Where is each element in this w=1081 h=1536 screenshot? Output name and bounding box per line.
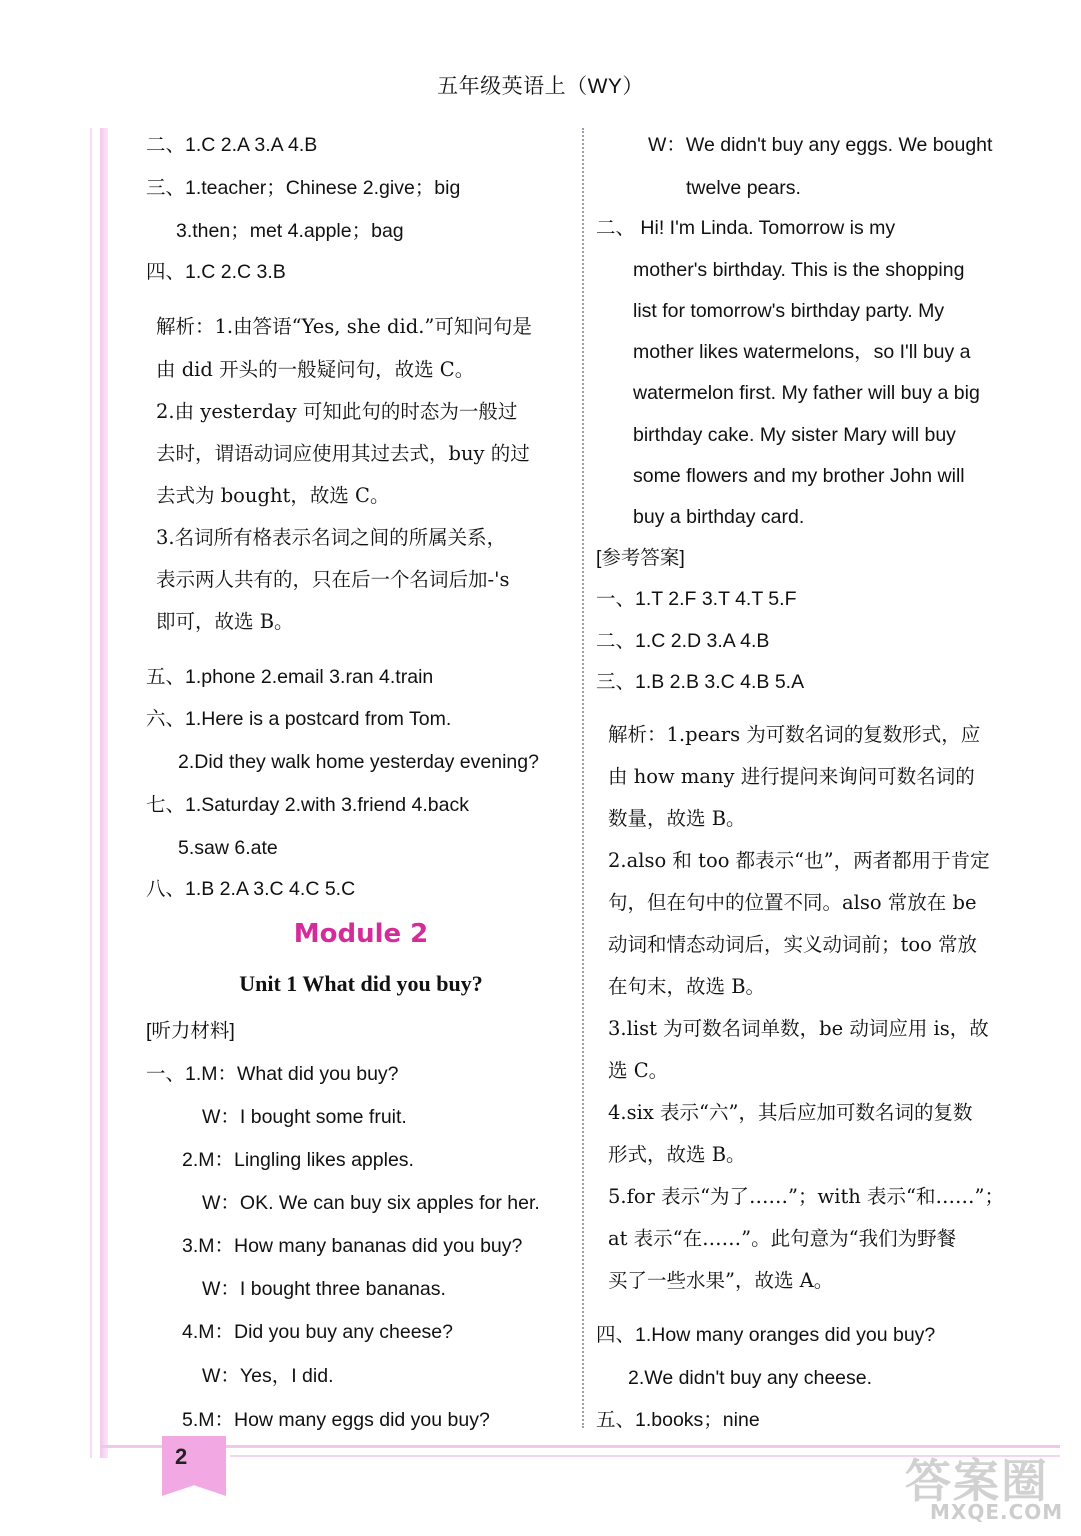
answer-line: 四、1.How many oranges did you buy? [596, 1324, 936, 1346]
explanation-line: 由 how many 进行提问来询问可数名词的 [608, 765, 975, 788]
passage-line: mother likes watermelons，so I'll buy a [633, 341, 971, 363]
left-margin-line [90, 128, 92, 1458]
explanation-line: 表示两人共有的，只在后一个名词后加-'s [156, 568, 510, 591]
watermark-url: MXQE.COM [930, 1500, 1064, 1524]
dialogue-line: W：Yes，I did. [202, 1365, 334, 1387]
passage-line: mother's birthday. This is the shopping [633, 259, 965, 281]
answer-line: 二、1.C 2.D 3.A 4.B [596, 630, 770, 652]
explanation-line: 即可，故选 B。 [156, 610, 294, 633]
explanation-line: at 表示“在……”。此句意为“我们为野餐 [608, 1227, 957, 1250]
explanation-line: 形式，故选 B。 [608, 1143, 746, 1166]
answer-line: 四、1.C 2.C 3.B [146, 261, 286, 283]
column-divider [582, 128, 584, 1428]
answer-line: 八、1.B 2.A 3.C 4.C 5.C [146, 878, 356, 900]
explanation-line: 在句末，故选 B。 [608, 975, 766, 998]
answer-line: 3.then；met 4.apple；bag [176, 220, 404, 242]
dialogue-line: 一、1.M：What did you buy? [146, 1063, 399, 1085]
explanation-line: 买了一些水果”，故选 A。 [608, 1269, 834, 1292]
dialogue-line: 3.M：How many bananas did you buy? [182, 1235, 523, 1257]
passage-line: buy a birthday card. [633, 506, 805, 528]
explanation-line: 解析：1.pears 为可数名词的复数形式，应 [608, 723, 981, 746]
explanation-line: 数量，故选 B。 [608, 807, 746, 830]
answer-line: 一、1.T 2.F 3.T 4.T 5.F [596, 588, 797, 610]
passage-line: 二、 Hi! I'm Linda. Tomorrow is my [596, 217, 896, 239]
passage-line: watermelon first. My father will buy a big [633, 382, 980, 404]
explanation-line: 5.for 表示“为了……”；with 表示“和……”； [608, 1185, 1004, 1208]
explanation-line: 去式为 bought，故选 C。 [156, 484, 390, 507]
explanation-line: 3.list 为可数名词单数，be 动词应用 is，故 [608, 1017, 989, 1040]
left-margin-bar [100, 128, 108, 1458]
answer-line: 三、1.teacher；Chinese 2.give；big [146, 177, 461, 199]
dialogue-line: twelve pears. [686, 177, 801, 199]
dialogue-line: W：I bought some fruit. [202, 1106, 407, 1128]
passage-line: birthday cake. My sister Mary will buy [633, 424, 956, 446]
answer-line: 五、1.phone 2.email 3.ran 4.train [146, 666, 434, 688]
answer-line: 2.We didn't buy any cheese. [628, 1367, 873, 1389]
page-number-tag [162, 1436, 226, 1496]
answer-line: 七、1.Saturday 2.with 3.friend 4.back [146, 794, 469, 816]
answer-line: 三、1.B 2.B 3.C 4.B 5.A [596, 671, 805, 693]
explanation-line: 3.名词所有格表示名词之间的所属关系， [156, 526, 507, 549]
module-heading: Module 2 [293, 919, 429, 949]
dialogue-line: W：We didn't buy any eggs. We bought [648, 134, 993, 156]
explanation-line: 选 C。 [608, 1059, 669, 1082]
page-header-title: 五年级英语上（WY） [437, 75, 644, 98]
answer-line: 二、1.C 2.A 3.A 4.B [146, 134, 318, 156]
section-label: [参考答案] [596, 547, 685, 569]
explanation-line: 4.six 表示“六”，其后应加可数名词的复数 [608, 1101, 973, 1124]
answer-line: 五、1.books；nine [596, 1409, 760, 1431]
unit-heading: Unit 1 What did you buy? [239, 971, 483, 996]
dialogue-line: 4.M：Did you buy any cheese? [182, 1321, 453, 1343]
explanation-line: 去时，谓语动词应使用其过去式，buy 的过 [156, 442, 530, 465]
answer-line: 2.Did they walk home yesterday evening? [178, 751, 539, 773]
dialogue-line: W：OK. We can buy six apples for her. [202, 1192, 540, 1214]
explanation-line: 2.由 yesterday 可知此句的时态为一般过 [156, 400, 518, 423]
explanation-line: 由 did 开头的一般疑问句，故选 C。 [156, 358, 475, 381]
page-number: 2 [175, 1444, 188, 1469]
answer-line: 5.saw 6.ate [178, 837, 278, 859]
dialogue-line: W：I bought three bananas. [202, 1278, 446, 1300]
section-label: [听力材料] [146, 1020, 235, 1042]
explanation-line: 句，但在句中的位置不同。also 常放在 be [608, 891, 977, 914]
explanation-line: 解析：1.由答语“Yes, she did.”可知问句是 [156, 315, 532, 338]
passage-line: list for tomorrow's birthday party. My [633, 300, 945, 322]
dialogue-line: 5.M：How many eggs did you buy? [182, 1409, 490, 1431]
answer-line: 六、1.Here is a postcard from Tom. [146, 708, 452, 730]
watermark-logo: 答案圈 [905, 1454, 1049, 1508]
dialogue-line: 2.M：Lingling likes apples. [182, 1149, 414, 1171]
passage-line: some flowers and my brother John will [633, 465, 965, 487]
explanation-line: 动词和情态动词后，实义动词前；too 常放 [608, 933, 978, 956]
explanation-line: 2.also 和 too 都表示“也”，两者都用于肯定 [608, 849, 990, 872]
